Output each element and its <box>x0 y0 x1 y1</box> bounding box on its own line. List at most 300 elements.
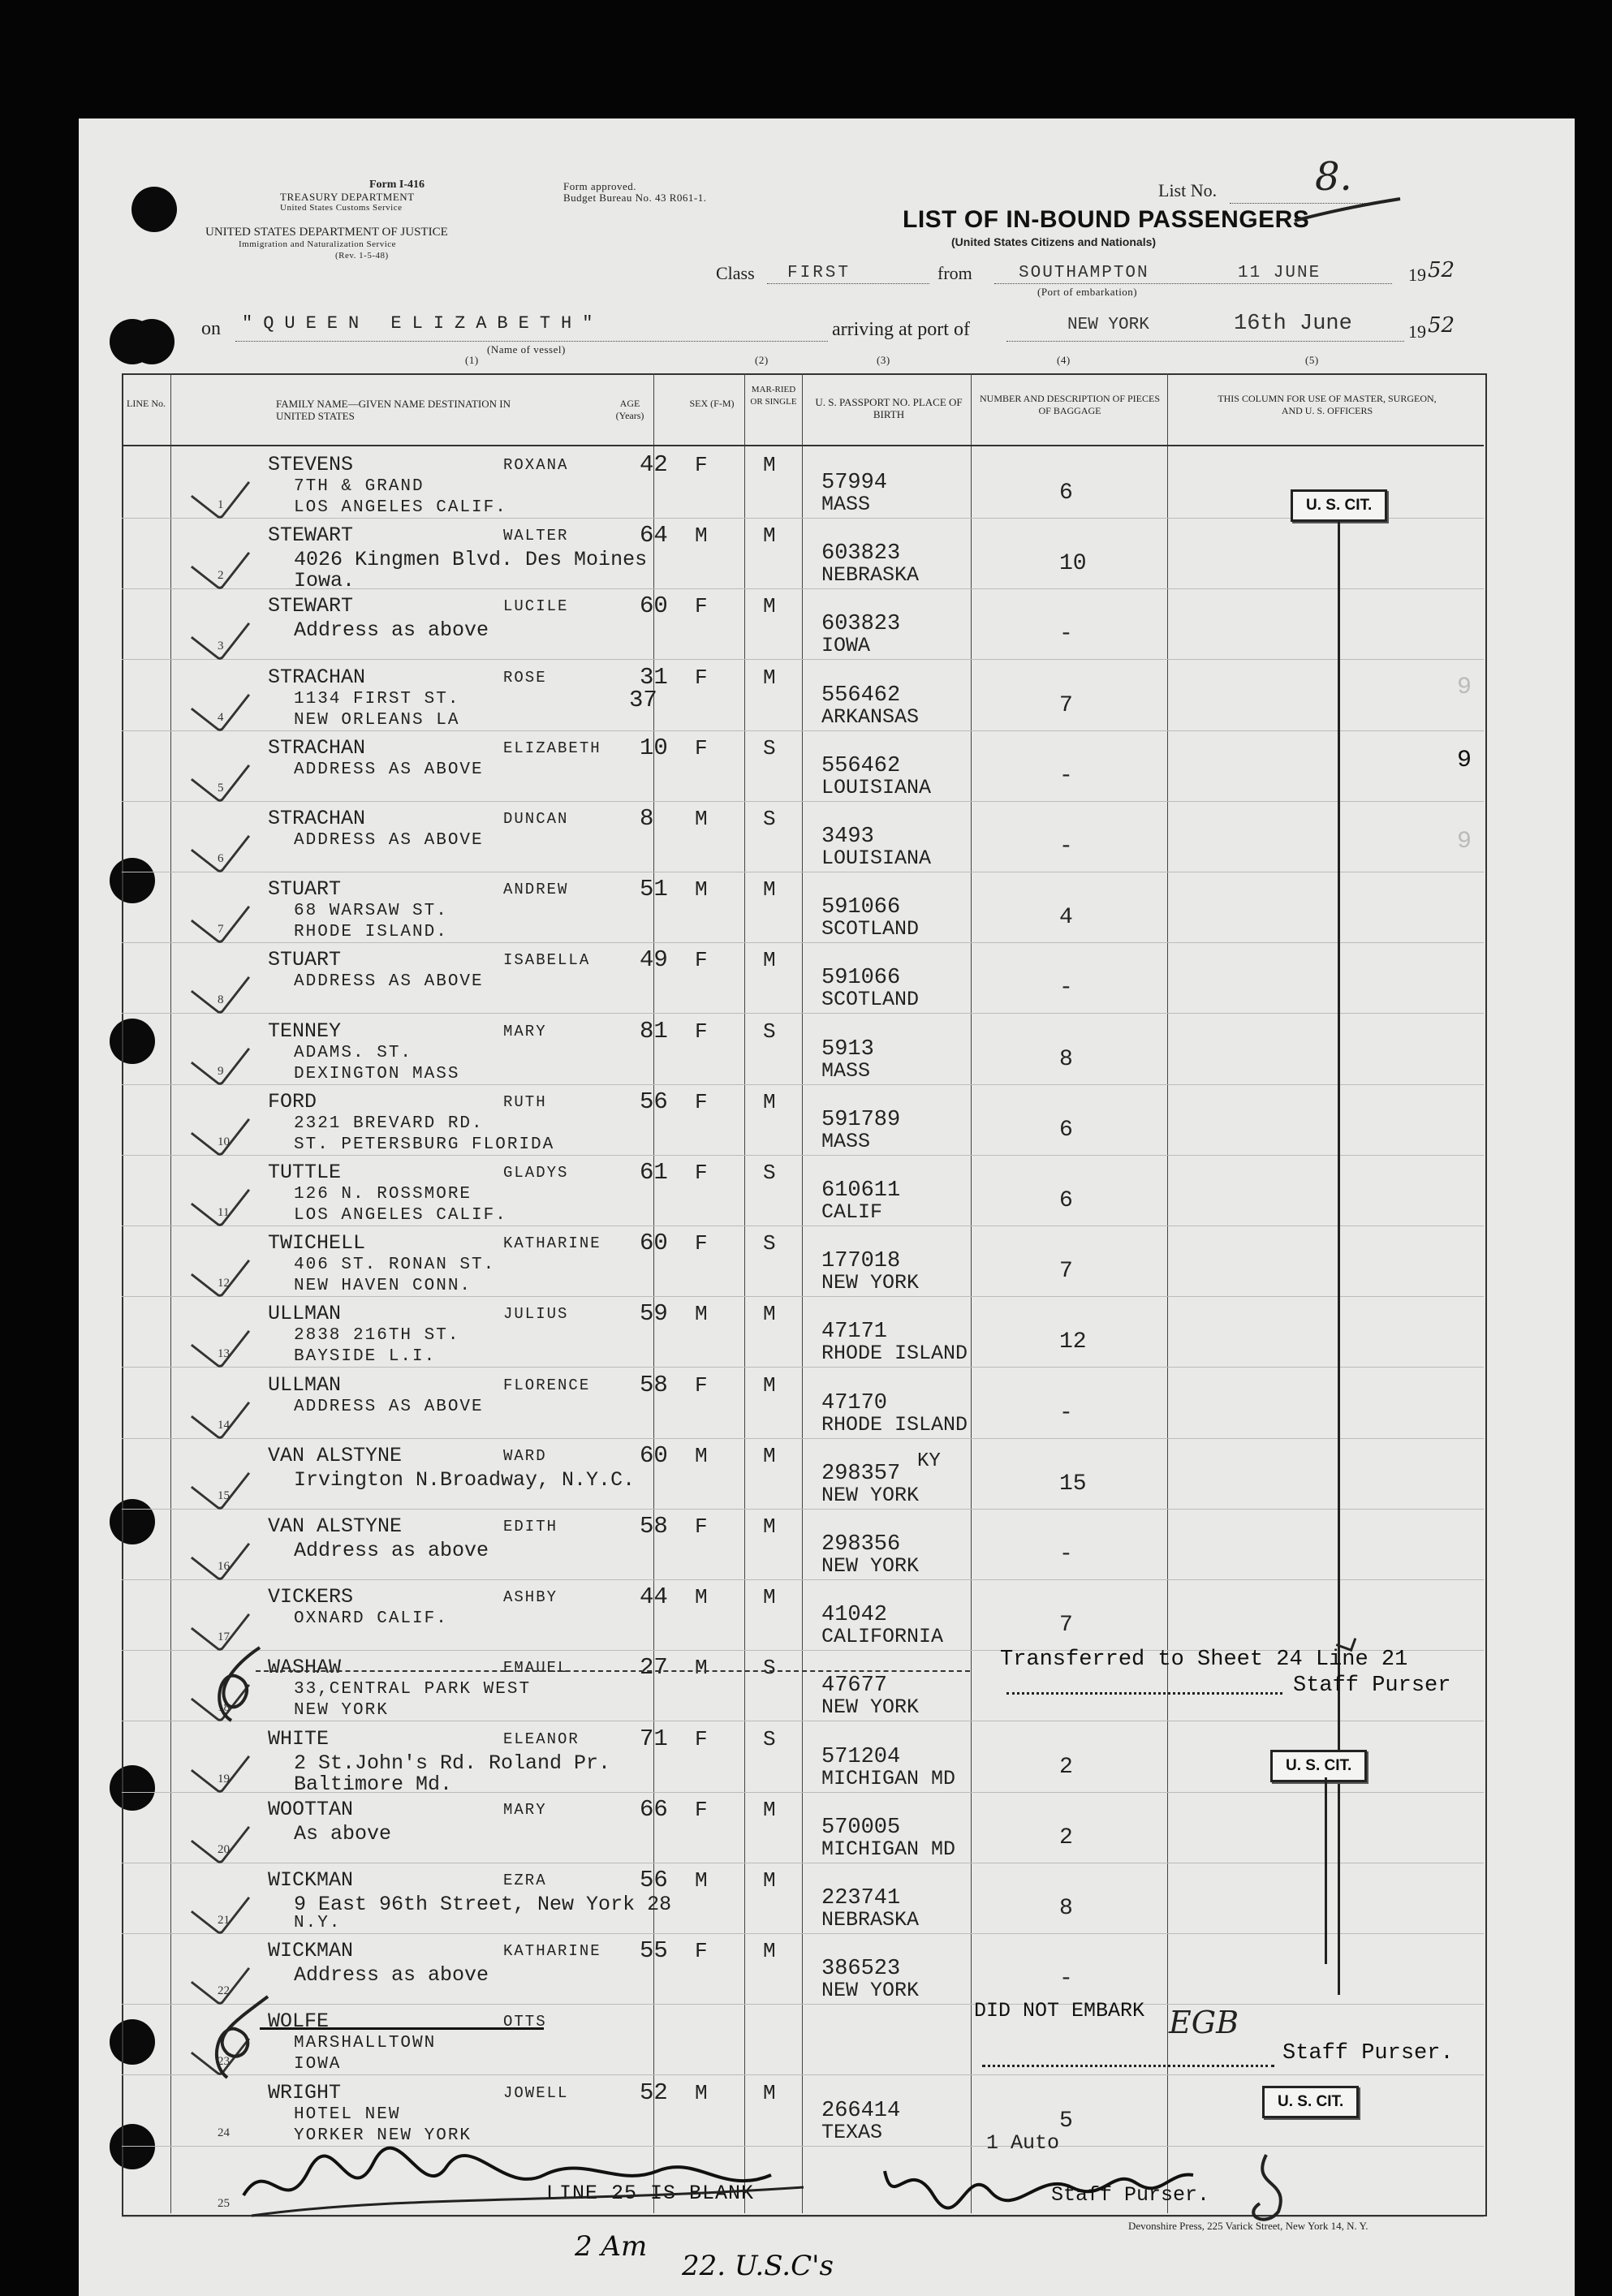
check-mark-icon <box>191 1733 250 1794</box>
table-row <box>0 1510 1612 1580</box>
header-line: LINE No. <box>127 398 166 409</box>
marital-status: M <box>763 523 776 549</box>
address-line-2: NEW YORK <box>294 1701 389 1721</box>
address-line-2: Iowa. <box>294 569 356 593</box>
address-line-1: ADDRESS AS ABOVE <box>294 972 484 992</box>
age: 66 <box>640 1795 668 1823</box>
passport-number: 591066 <box>821 895 901 920</box>
sex: M <box>695 1443 708 1468</box>
address-line-1: Address as above <box>294 618 489 643</box>
place-of-birth: MASS <box>821 493 871 516</box>
place-of-birth: NEW YORK <box>821 1979 920 2003</box>
col-num-2: (2) <box>755 354 769 366</box>
arriving-label: arriving at port of <box>832 319 970 340</box>
line-number: 1 <box>218 498 224 511</box>
header-divider <box>122 445 1484 446</box>
arrival-port: NEW YORK <box>1067 316 1149 334</box>
address-line-2: N.Y. <box>294 1914 342 1932</box>
sex: F <box>695 948 708 973</box>
marital-status: S <box>763 1161 776 1185</box>
col-num-3: (3) <box>877 354 890 366</box>
given-name: GLADYS <box>503 1164 569 1182</box>
line-number: 10 <box>218 1135 230 1148</box>
given-name: KATHARINE <box>503 1234 601 1253</box>
line-number: 25 <box>218 2196 230 2210</box>
line-number: 6 <box>218 852 224 865</box>
from-value: SOUTHAMPTON <box>1019 264 1149 282</box>
header-married: MAR-RIED OR SINGLE <box>750 385 797 407</box>
vessel-name: "QUEEN ELIZABETH" <box>242 313 604 334</box>
address-line-2: DEXINGTON MASS <box>294 1064 460 1083</box>
sex: M <box>695 523 708 549</box>
passport-number: 591789 <box>821 1107 901 1132</box>
given-name: ANDREW <box>503 881 569 899</box>
sex: M <box>695 1585 708 1610</box>
bracket-line-2 <box>1325 1777 1327 1964</box>
line-number: 24 <box>218 2126 230 2139</box>
check-mark-icon <box>191 1450 250 1511</box>
given-name: DUNCAN <box>503 810 569 828</box>
check-mark-icon <box>191 1025 250 1086</box>
vessel-note: (Name of vessel) <box>487 343 566 355</box>
address-line-1: MARSHALLTOWN <box>294 2034 437 2053</box>
line-number: 13 <box>218 1347 230 1361</box>
age: 56 <box>640 1088 668 1115</box>
sex: F <box>695 1514 708 1539</box>
transferred-dots <box>1006 1692 1282 1695</box>
age: 8 <box>640 805 654 832</box>
given-name: JULIUS <box>503 1305 569 1324</box>
sex: F <box>695 594 708 619</box>
table-row <box>0 1085 1612 1156</box>
line-number: 5 <box>218 781 224 795</box>
col-num-5: (5) <box>1305 354 1319 366</box>
baggage-count: 6 <box>1059 1117 1073 1143</box>
place-of-birth: NEBRASKA <box>821 1908 920 1932</box>
marital-status: M <box>763 2080 776 2105</box>
passport-number: 5913 <box>821 1036 874 1062</box>
passport-number: 610611 <box>821 1178 901 1203</box>
marital-status: M <box>763 1372 776 1398</box>
marital-status: M <box>763 1868 776 1893</box>
family-name: STEVENS <box>268 453 354 476</box>
place-of-birth: NEBRASKA <box>821 563 920 588</box>
address-line-1: ADAMS. ST. <box>294 1043 413 1062</box>
baggage-count: 7 <box>1059 1613 1073 1639</box>
table-row <box>0 1156 1612 1226</box>
passport-number: 3493 <box>821 825 874 849</box>
place-of-birth: NEW YORK <box>821 1483 920 1507</box>
age-corrected: 37 <box>629 686 657 713</box>
side-number-ghost: 9 <box>1457 674 1472 701</box>
passport-number: 603823 <box>821 541 901 566</box>
line25-note: LINE 25 IS BLANK <box>546 2182 755 2205</box>
line-number: 21 <box>218 1914 230 1927</box>
family-name: WASHAW <box>268 1656 342 1680</box>
arrival-year: 52 <box>1428 313 1455 338</box>
baggage-count: 5 <box>1059 2108 1073 2134</box>
age: 42 <box>640 451 668 478</box>
line-number: 22 <box>218 1984 230 1998</box>
age: 55 <box>640 1937 668 1965</box>
marital-status: S <box>763 1231 776 1256</box>
sex: M <box>695 877 708 902</box>
baggage-count: 2 <box>1059 1824 1073 1850</box>
vessel-underline <box>235 341 828 342</box>
family-name: WHITE <box>268 1726 330 1751</box>
line-number: 20 <box>218 1842 230 1856</box>
usc-stamp-1: U. S. CIT. <box>1291 489 1387 522</box>
baggage-count: 12 <box>1059 1329 1087 1355</box>
baggage-count: - <box>1059 1400 1073 1426</box>
given-name: ELIZABETH <box>503 739 601 757</box>
address-line-2: LOS ANGELES CALIF. <box>294 1206 507 1225</box>
initials: EGB <box>1169 2005 1239 2040</box>
line-number: 4 <box>218 710 224 724</box>
baggage-extra: 1 Auto <box>986 2130 1060 2155</box>
header-age <box>605 398 655 422</box>
passport-number: 556462 <box>821 753 901 778</box>
family-name: STEWART <box>268 594 354 618</box>
place-of-birth: MASS <box>821 1058 871 1083</box>
marital-status: M <box>763 1797 776 1822</box>
family-name: WRIGHT <box>268 2080 342 2104</box>
family-name: FORD <box>268 1089 317 1114</box>
place-of-birth: RHODE ISLAND <box>821 1342 968 1366</box>
passport-number: 298356 <box>821 1532 901 1557</box>
table-row <box>0 519 1612 593</box>
address-line-2: NEW ORLEANS LA <box>294 710 460 730</box>
age: 64 <box>640 522 668 549</box>
header-sex <box>687 398 736 410</box>
age: 27 <box>640 1654 668 1682</box>
sex: F <box>695 1089 708 1114</box>
address-line-1: 33,CENTRAL PARK WEST <box>294 1680 532 1699</box>
line-number: 18 <box>218 1701 230 1715</box>
row23-scribble <box>203 1988 284 2086</box>
table-row <box>0 731 1612 802</box>
address-line-2: BAYSIDE L.I. <box>294 1347 437 1367</box>
list-no-stroke <box>1291 195 1404 227</box>
check-mark-icon <box>191 1379 250 1440</box>
table-row <box>0 943 1612 1014</box>
address-line-1: 2 St.John's Rd. Roland Pr. <box>294 1751 611 1775</box>
line-number: 9 <box>218 1064 224 1078</box>
passport-number: 571204 <box>821 1744 901 1769</box>
address-line-1: Irvington N.Broadway, N.Y.C. <box>294 1467 636 1492</box>
arrival-date: 16th June <box>1234 312 1352 336</box>
age: 58 <box>640 1513 668 1540</box>
address-line-1: ADDRESS AS ABOVE <box>294 1397 484 1416</box>
given-name: ROSE <box>503 668 547 687</box>
rev-label: (Rev. 1-5-48) <box>335 251 389 261</box>
passport-number: 57994 <box>821 471 888 495</box>
age: 58 <box>640 1371 668 1398</box>
from-year-prefix: 19 <box>1408 265 1426 285</box>
check-mark-icon <box>191 954 250 1015</box>
baggage-count: 15 <box>1059 1471 1087 1497</box>
passport-number: 556462 <box>821 683 901 708</box>
line-number: 17 <box>218 1630 230 1644</box>
family-name: STEWART <box>268 523 354 548</box>
side-number-ghost: 9 <box>1457 828 1472 855</box>
sex: F <box>695 1372 708 1398</box>
sex: F <box>695 1231 708 1256</box>
place-of-birth: ARKANSAS <box>821 704 920 729</box>
family-name: TENNEY <box>268 1019 342 1043</box>
line-number: 2 <box>218 569 224 583</box>
check-mark-icon <box>191 1308 250 1369</box>
col-num-1: (1) <box>465 354 479 366</box>
passport-number: 591066 <box>821 966 901 991</box>
header-passport: U. S. PASSPORT NO. PLACE OF BIRTH <box>815 396 963 420</box>
printer-imprint: Devonshire Press, 225 Varick Street, New York 14, N. Y. <box>1128 2220 1368 2232</box>
family-name: TWICHELL <box>268 1231 366 1256</box>
passport-number: 570005 <box>821 1815 901 1840</box>
from-date: 11 JUNE <box>1238 264 1321 282</box>
family-name: WICKMAN <box>268 1868 354 1892</box>
marital-status: M <box>763 877 776 902</box>
sex: M <box>695 2080 708 2105</box>
table-row <box>0 1722 1612 1796</box>
address-line-2: Baltimore Md. <box>294 1772 453 1796</box>
birth-note: KY <box>917 1450 941 1472</box>
given-name: FLORENCE <box>503 1376 591 1394</box>
address-line-1: 126 N. ROSSMORE <box>294 1185 472 1204</box>
address-line-1: 1134 FIRST ST. <box>294 689 460 709</box>
passport-number: 603823 <box>821 612 901 637</box>
place-of-birth: LOUISIANA <box>821 846 932 870</box>
on-label: on <box>201 318 221 339</box>
passport-number: 177018 <box>821 1249 901 1274</box>
age: 52 <box>640 2078 668 2106</box>
address-line-2: RHODE ISLAND. <box>294 923 448 942</box>
marital-status: M <box>763 453 776 477</box>
from-underline <box>994 283 1392 284</box>
address-line-1: Address as above <box>294 1539 489 1562</box>
header-sex-text: SEX (F-M) <box>689 398 735 409</box>
baggage-count: - <box>1059 834 1073 859</box>
line-number: 8 <box>218 993 224 1007</box>
address-line-1: ADDRESS AS ABOVE <box>294 831 484 850</box>
sex: M <box>695 1302 708 1327</box>
given-name: EDITH <box>503 1518 558 1536</box>
class-underline <box>767 283 929 284</box>
check-mark-icon <box>191 530 250 591</box>
sex: M <box>695 807 708 831</box>
address-line-1: Address as above <box>294 1963 489 1988</box>
place-of-birth: CALIFORNIA <box>821 1625 944 1649</box>
family-name: VAN ALSTYNE <box>268 1514 403 1538</box>
title: LIST OF IN-BOUND PASSENGERS <box>903 206 1310 233</box>
check-mark-icon <box>191 1875 250 1936</box>
age: 81 <box>640 1017 668 1045</box>
baggage-count: 8 <box>1059 1896 1073 1921</box>
address-line-2: ST. PETERSBURG FLORIDA <box>294 1135 555 1154</box>
family-name: STRACHAN <box>268 807 366 830</box>
address-line-1: 9 East 96th Street, New York 28 <box>294 1893 672 1916</box>
place-of-birth: NEW YORK <box>821 1271 920 1295</box>
baggage-count: 6 <box>1059 480 1073 506</box>
baggage-count: - <box>1059 1966 1073 1992</box>
sex: F <box>695 1939 708 1964</box>
sex: M <box>695 1868 708 1893</box>
marital-status: S <box>763 1656 776 1681</box>
table-row <box>0 1226 1612 1297</box>
family-name: STUART <box>268 948 342 972</box>
passport-number: 386523 <box>821 1957 901 1982</box>
place-of-birth: SCOTLAND <box>821 917 920 941</box>
address-line-2: NEW HAVEN CONN. <box>294 1277 472 1296</box>
address-line-1: 2321 BREVARD RD. <box>294 1114 484 1133</box>
check-mark-icon <box>191 671 250 732</box>
col-num-4: (4) <box>1057 354 1071 366</box>
signature-scribble <box>235 2139 1331 2228</box>
age: 61 <box>640 1159 668 1186</box>
check-mark-icon <box>191 459 250 520</box>
age: 56 <box>640 1867 668 1893</box>
list-no-value: 8. <box>1315 154 1352 200</box>
given-name: MARY <box>503 1800 547 1819</box>
address-line-1: As above <box>294 1821 392 1846</box>
cancel-line-18 <box>256 1670 970 1672</box>
given-name: EMAUEL <box>503 1659 569 1678</box>
given-name: ASHBY <box>503 1588 558 1607</box>
marital-status: M <box>763 1089 776 1114</box>
family-name: ULLMAN <box>268 1372 342 1397</box>
place-of-birth: NEW YORK <box>821 1554 920 1578</box>
age: 49 <box>640 946 668 974</box>
class-value: FIRST <box>787 264 851 282</box>
table-row <box>0 1793 1612 1863</box>
given-name: WARD <box>503 1446 547 1465</box>
baggage-count: 8 <box>1059 1046 1073 1072</box>
header-name: FAMILY NAME—GIVEN NAME DESTINATION IN UNITED STATES <box>276 398 511 422</box>
given-name: EZRA <box>503 1872 547 1889</box>
class-label: Class <box>716 263 755 283</box>
line-number: 15 <box>218 1488 230 1502</box>
sex: F <box>695 1726 708 1751</box>
baggage-count: 7 <box>1059 692 1073 718</box>
subtitle: (United States Citizens and Nationals) <box>951 235 1157 248</box>
marital-status: M <box>763 1443 776 1468</box>
check-mark-icon <box>191 1167 250 1228</box>
given-name: OTTS <box>503 2013 547 2031</box>
marital-status: S <box>763 1726 776 1751</box>
given-name: ISABELLA <box>503 951 591 970</box>
approved-label: Form approved. <box>563 180 637 192</box>
line-number: 11 <box>218 1206 230 1219</box>
age: 31 <box>640 663 668 691</box>
check-mark-icon <box>191 1521 250 1582</box>
check-mark-icon <box>191 743 250 803</box>
address-line-1: HOTEL NEW <box>294 2104 401 2124</box>
sex: F <box>695 1019 708 1044</box>
usc-stamp-2: U. S. CIT. <box>1270 1750 1367 1782</box>
address-line-2: YORKER NEW YORK <box>294 2126 472 2145</box>
address-line-1: OXNARD CALIF. <box>294 1609 448 1629</box>
place-of-birth: NEW YORK <box>821 1695 920 1720</box>
transferred-note: Transferred to Sheet 24 Line 21 <box>1000 1648 1408 1672</box>
usc-stamp-3: U. S. CIT. <box>1262 2086 1359 2118</box>
table-row <box>0 1297 1612 1368</box>
place-of-birth: CALIF <box>821 1200 883 1224</box>
table-row <box>0 661 1612 731</box>
marital-status: M <box>763 1514 776 1539</box>
ins-label: Immigration and Naturalization Service <box>239 239 397 249</box>
family-name: STRACHAN <box>268 665 366 689</box>
bottom-note: 2 Am <box>575 2230 648 2263</box>
from-year: 52 <box>1428 258 1455 282</box>
header-age-text: AGE (Years) <box>615 398 644 421</box>
age: 44 <box>640 1583 668 1611</box>
from-label: from <box>937 263 972 283</box>
place-of-birth: MICHIGAN MD <box>821 1766 956 1790</box>
place-of-birth: MASS <box>821 1129 871 1153</box>
given-name: ROXANA <box>503 456 569 474</box>
family-name: ULLMAN <box>268 1302 342 1326</box>
baggage-count: - <box>1059 622 1073 648</box>
family-name: TUTTLE <box>268 1161 342 1184</box>
family-name: VICKERS <box>268 1585 354 1609</box>
bottom-count: 22. U.S.C's <box>682 2250 834 2282</box>
check-mark-icon <box>191 1238 250 1299</box>
passport-number: 47677 <box>821 1674 888 1699</box>
family-name: WICKMAN <box>268 1939 354 1963</box>
list-no-label: List No. <box>1158 180 1218 200</box>
passport-number: 298357 <box>821 1461 901 1486</box>
line-number: 7 <box>218 923 224 937</box>
address-line-1: 7TH & GRAND <box>294 477 425 496</box>
line-number: 16 <box>218 1560 230 1573</box>
family-name: STUART <box>268 877 342 902</box>
age: 60 <box>640 592 668 620</box>
form-number: Form I-416 <box>369 179 425 191</box>
marital-status: M <box>763 665 776 690</box>
address-line-1: 406 ST. RONAN ST. <box>294 1256 496 1275</box>
given-name: LUCILE <box>503 597 569 616</box>
table-row <box>0 2076 1612 2155</box>
table-row <box>0 1368 1612 1439</box>
baggage-count: 10 <box>1059 551 1087 577</box>
punch-hole <box>129 319 175 364</box>
table-row <box>0 1014 1612 1085</box>
address-line-2: LOS ANGELES CALIF. <box>294 498 507 517</box>
place-of-birth: TEXAS <box>821 2120 883 2144</box>
given-name: RUTH <box>503 1092 547 1111</box>
table-row <box>0 1439 1612 1510</box>
marital-status: M <box>763 1939 776 1964</box>
baggage-count: - <box>1059 763 1073 789</box>
address-line-1: ADDRESS AS ABOVE <box>294 760 484 779</box>
check-mark-icon <box>191 813 250 874</box>
treasury-label: TREASURY DEPARTMENT <box>280 191 415 203</box>
budget-label: Budget Bureau No. 43 R061-1. <box>563 192 707 204</box>
table-row <box>0 802 1612 872</box>
given-name: MARY <box>503 1022 547 1040</box>
address-line-1: 2838 216TH ST. <box>294 1326 460 1346</box>
sex: M <box>695 1656 708 1681</box>
family-name: WOLFE <box>268 2010 330 2034</box>
passport-number: 41042 <box>821 1603 888 1628</box>
header-baggage: NUMBER AND DESCRIPTION OF PIECES OF BAGGAGE <box>979 393 1161 416</box>
baggage-count: - <box>1059 976 1073 1002</box>
given-name: WALTER <box>503 527 569 545</box>
marital-status: S <box>763 1019 776 1044</box>
sex: F <box>695 735 708 760</box>
family-name: VAN ALSTYNE <box>268 1443 403 1467</box>
passport-number: 47170 <box>821 1390 888 1415</box>
